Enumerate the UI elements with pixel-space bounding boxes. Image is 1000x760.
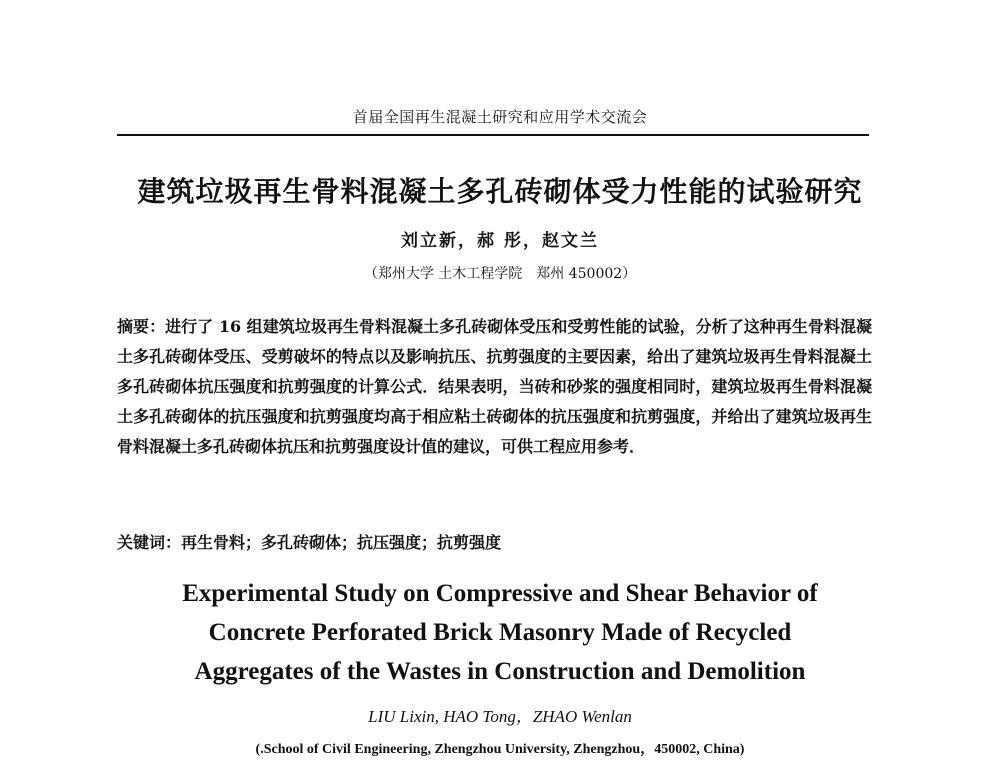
cn-authors: 刘立新，郝 彤，赵文兰 [401,231,599,251]
cn-abstract [117,312,872,462]
keywords-label: 关键词： [117,533,182,552]
en-title-line: Concrete Perforated Brick Masonry Made of Recycled [208,619,792,646]
abstract-label: 摘要： [117,317,166,336]
en-authors: LIU Lixin, HAO Tong，ZHAO Wenlan [368,707,632,726]
en-title [0,574,1000,691]
en-title-line: Experimental Study on Compressive and Shear Behavior of [182,580,818,607]
keywords-text: 再生骨料；多孔砖砌体；抗压强度；抗剪强度 [181,533,502,552]
abstract-text: 进行了 16 组建筑垃圾再生骨料混凝土多孔砖砌体受压和受剪性能的试验，分析了这种再生骨料混凝土多孔砖砌体受压、受剪破坏的特点以及影响抗压、抗剪强度的主要因素，给出了建筑垃圾再生骨料混凝土多孔砖砌体抗压强度和抗剪强度的计算公式．结果表明，当砖和砂浆的强度相同时，建筑垃圾再生骨料混凝土多孔砖砌体的抗压强度和抗剪强度均高于相应粘土砖砌体的抗压强度和抗剪强度，并给出了建筑垃圾再生骨料混凝土多孔砖砌体抗压和抗剪强度设计值的建议，可供工程应用参考． [117,317,872,456]
en-title-line: Aggregates of the Wastes in Construction and Demolition [194,658,806,685]
cn-title: 建筑垃圾再生骨料混凝土多孔砖砌体受力性能的试验研究 [137,175,863,208]
header-rule [117,134,869,136]
cn-keywords [117,528,872,558]
en-affiliation: (.School of Civil Engineering, Zhengzhou University, Zhengzhou，450002, China) [255,742,745,757]
cn-affiliation: （郑州大学 土木工程学院 郑州 450002） [363,266,637,282]
running-header: 首届全国再生混凝土研究和应用学术交流会 [352,108,648,126]
